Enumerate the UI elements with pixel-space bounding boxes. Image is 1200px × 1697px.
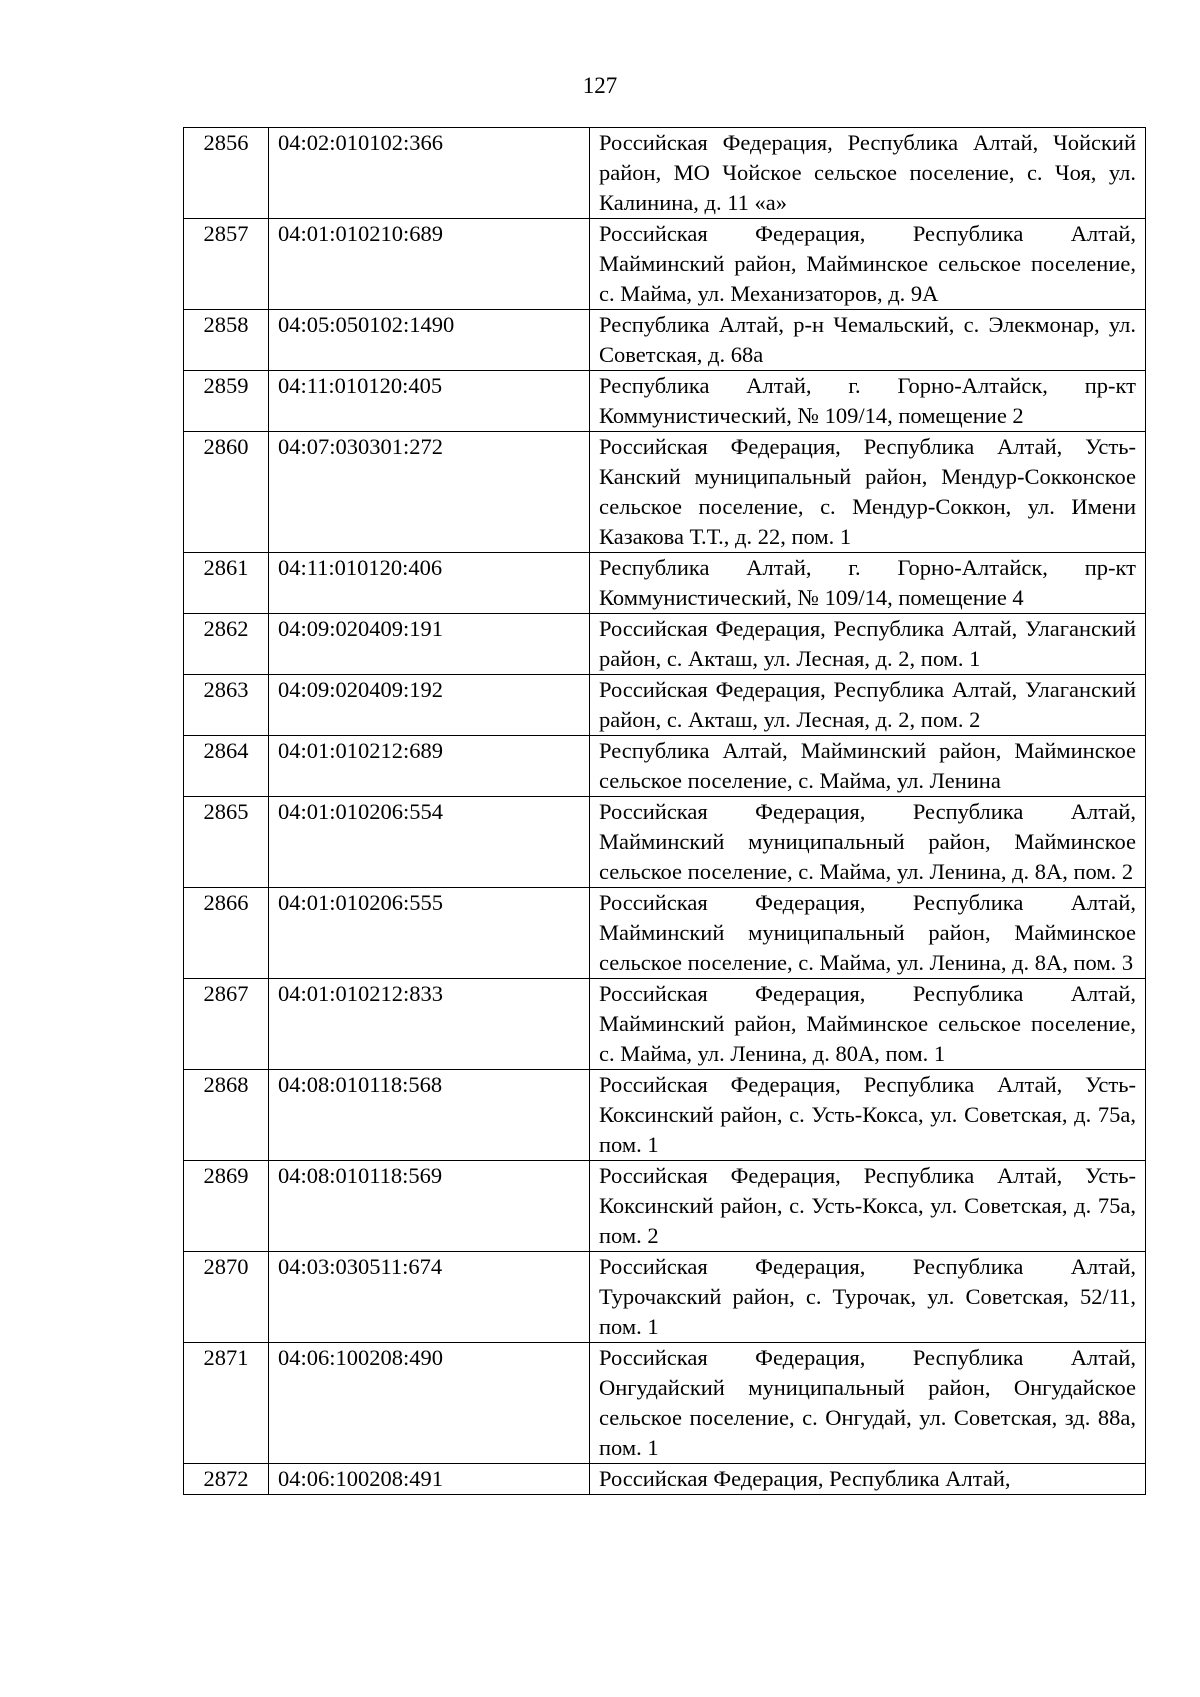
address: Российская Федерация, Республика Алтай, (590, 1464, 1146, 1495)
cadastral-number: 04:06:100208:490 (269, 1343, 590, 1464)
cadastral-number: 04:09:020409:192 (269, 675, 590, 736)
row-number: 2871 (184, 1343, 269, 1464)
table-row (184, 1343, 1146, 1464)
property-registry-table (183, 127, 1146, 1495)
table-row (184, 797, 1146, 888)
address: Российская Федерация, Республика Алтай, Усть-Коксинский район, с. Усть-Кокса, ул. Советская, д. 75а, пом. 1 (590, 1070, 1146, 1161)
cadastral-number: 04:01:010206:554 (269, 797, 590, 888)
cadastral-number: 04:02:010102:366 (269, 128, 590, 219)
row-number: 2856 (184, 128, 269, 219)
table-row (184, 736, 1146, 797)
table-row (184, 432, 1146, 553)
row-number: 2863 (184, 675, 269, 736)
row-number: 2864 (184, 736, 269, 797)
cadastral-number: 04:07:030301:272 (269, 432, 590, 553)
table-row (184, 371, 1146, 432)
table-row (184, 219, 1146, 310)
cadastral-number: 04:03:030511:674 (269, 1252, 590, 1343)
row-number: 2858 (184, 310, 269, 371)
table-row (184, 128, 1146, 219)
address: Республика Алтай, г. Горно-Алтайск, пр-кт Коммунистический, № 109/14, помещение 2 (590, 371, 1146, 432)
row-number: 2870 (184, 1252, 269, 1343)
table-body (184, 128, 1146, 1495)
row-number: 2868 (184, 1070, 269, 1161)
table-row (184, 1161, 1146, 1252)
address: Российская Федерация, Республика Алтай, Турочакский район, с. Турочак, ул. Советская, 52/11, пом. 1 (590, 1252, 1146, 1343)
cadastral-number: 04:08:010118:569 (269, 1161, 590, 1252)
cadastral-number: 04:09:020409:191 (269, 614, 590, 675)
row-number: 2872 (184, 1464, 269, 1495)
address: Российская Федерация, Республика Алтай, Онгудайский муниципальный район, Онгудайское сельское поселение, с. Онгудай, ул. Советская, зд. 88а, пом. 1 (590, 1343, 1146, 1464)
cadastral-number: 04:06:100208:491 (269, 1464, 590, 1495)
cadastral-number: 04:01:010212:833 (269, 979, 590, 1070)
row-number: 2867 (184, 979, 269, 1070)
cadastral-number: 04:11:010120:405 (269, 371, 590, 432)
row-number: 2862 (184, 614, 269, 675)
page-number: 127 (582, 73, 618, 98)
address: Республика Алтай, р-н Чемальский, с. Элекмонар, ул. Советская, д. 68а (590, 310, 1146, 371)
cadastral-number: 04:01:010212:689 (269, 736, 590, 797)
row-number: 2861 (184, 553, 269, 614)
row-number: 2866 (184, 888, 269, 979)
row-number: 2859 (184, 371, 269, 432)
table-row (184, 675, 1146, 736)
address: Российская Федерация, Республика Алтай, Усть-Канский муниципальный район, Мендур-Сокконское сельское поселение, с. Мендур-Соккон, ул. Имени Казакова Т.Т., д. 22, пом. 1 (590, 432, 1146, 553)
cadastral-number: 04:05:050102:1490 (269, 310, 590, 371)
address: Республика Алтай, Майминский район, Майминское сельское поселение, с. Майма, ул. Ленина (590, 736, 1146, 797)
address: Российская Федерация, Республика Алтай, Чойский район, МО Чойское сельское поселение, с. Чоя, ул. Калинина, д. 11 «а» (590, 128, 1146, 219)
row-number: 2865 (184, 797, 269, 888)
table-row (184, 979, 1146, 1070)
table-row (184, 614, 1146, 675)
address: Российская Федерация, Республика Алтай, Майминский район, Майминское сельское поселение, с. Майма, ул. Механизаторов, д. 9А (590, 219, 1146, 310)
table-row (184, 888, 1146, 979)
table-row (184, 1070, 1146, 1161)
table-row (184, 553, 1146, 614)
table-row (184, 1464, 1146, 1495)
address: Республика Алтай, г. Горно-Алтайск, пр-кт Коммунистический, № 109/14, помещение 4 (590, 553, 1146, 614)
address: Российская Федерация, Республика Алтай, Улаганский район, с. Акташ, ул. Лесная, д. 2, пом. 2 (590, 675, 1146, 736)
address: Российская Федерация, Республика Алтай, Майминский район, Майминское сельское поселение, с. Майма, ул. Ленина, д. 80А, пом. 1 (590, 979, 1146, 1070)
row-number: 2860 (184, 432, 269, 553)
cadastral-number: 04:11:010120:406 (269, 553, 590, 614)
address: Российская Федерация, Республика Алтай, Майминский муниципальный район, Майминское сельское поселение, с. Майма, ул. Ленина, д. 8А, пом. 2 (590, 797, 1146, 888)
row-number: 2869 (184, 1161, 269, 1252)
cadastral-number: 04:01:010210:689 (269, 219, 590, 310)
cadastral-number: 04:08:010118:568 (269, 1070, 590, 1161)
table-row (184, 1252, 1146, 1343)
address: Российская Федерация, Республика Алтай, Майминский муниципальный район, Майминское сельское поселение, с. Майма, ул. Ленина, д. 8А, пом. 3 (590, 888, 1146, 979)
address: Российская Федерация, Республика Алтай, Усть-Коксинский район, с. Усть-Кокса, ул. Советская, д. 75а, пом. 2 (590, 1161, 1146, 1252)
address: Российская Федерация, Республика Алтай, Улаганский район, с. Акташ, ул. Лесная, д. 2, пом. 1 (590, 614, 1146, 675)
table-row (184, 310, 1146, 371)
row-number: 2857 (184, 219, 269, 310)
cadastral-number: 04:01:010206:555 (269, 888, 590, 979)
